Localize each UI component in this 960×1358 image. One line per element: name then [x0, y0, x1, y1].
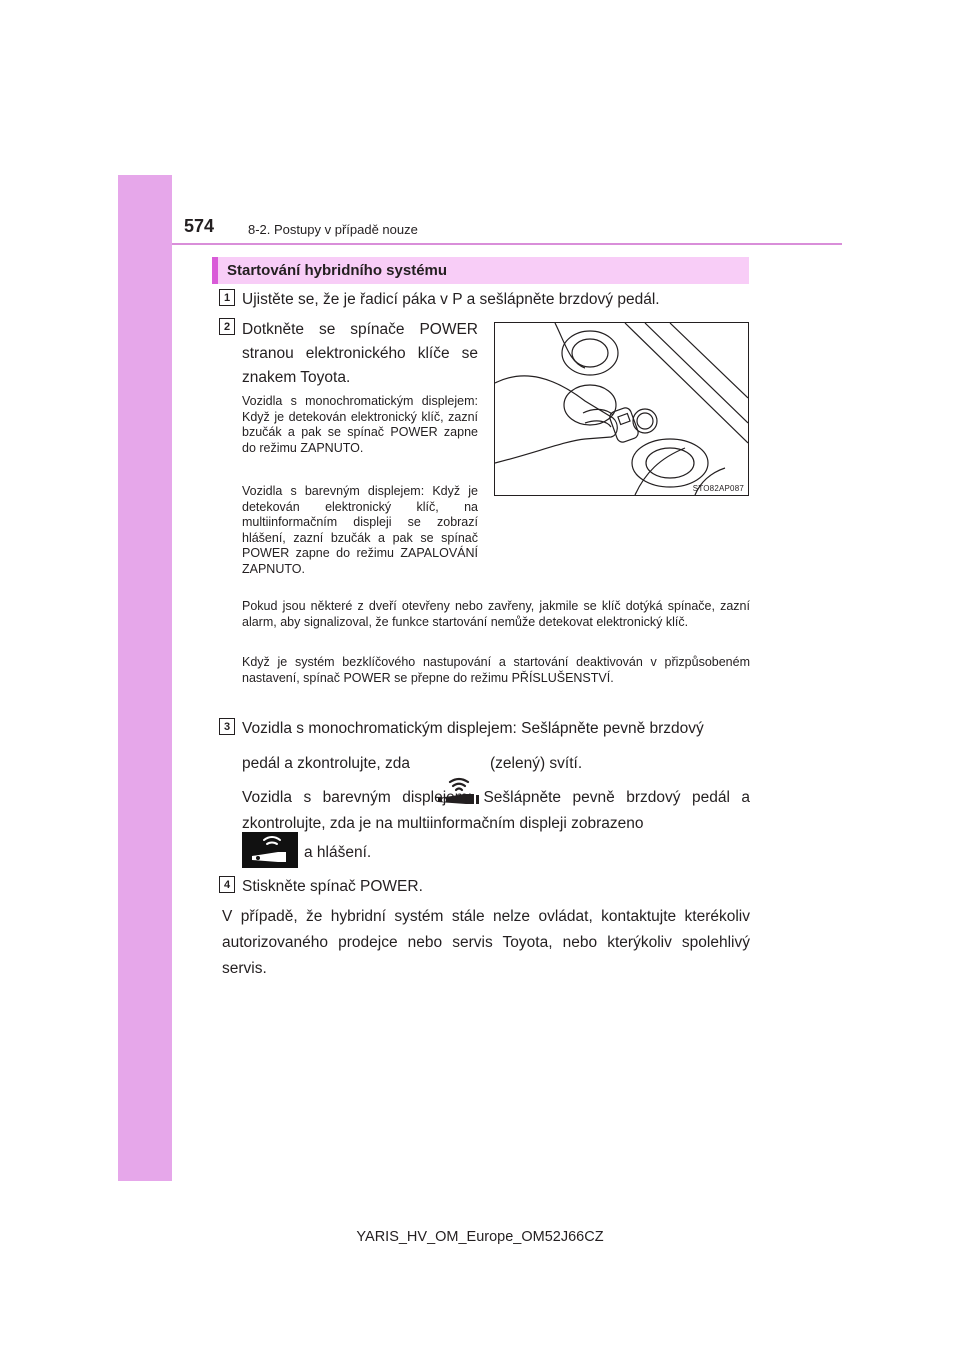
- document-footer: YARIS_HV_OM_Europe_OM52J66CZ: [356, 1229, 604, 1245]
- section-heading-text: Startování hybridního systému: [227, 262, 448, 279]
- note-keyless-disabled: Když je systém bezklíčového nastupování a startování deaktivován v přizpůsobeném nastavení, spínač POWER se přepne do režimu PŘÍSLUŠENSTVÍ.: [242, 655, 750, 685]
- page-number: 574: [184, 216, 215, 236]
- hand-key-illustration: [495, 323, 748, 495]
- step-3-text-color: Vozidla s barevným displejem: Sešlápněte pevně brzdový pedál a zkontrolujte, zda je na multiinformačním displeji zobrazeno: [242, 789, 750, 832]
- figure-code: STO82AP087: [692, 484, 744, 493]
- step-1-text: Ujistěte se, že je řadicí páka v P a sešlápněte brzdový pedál.: [242, 291, 660, 308]
- step-2-text: Dotkněte se spínače POWER stranou elektronického klíče se znakem Toyota.: [242, 321, 478, 386]
- note-mono-display: Vozidla s monochromatickým displejem: Když je detekován elektronický klíč, zazní bzučák a pak se spínač POWER zapne do režimu ZAPNUTO.: [242, 394, 478, 455]
- step-3-message-text: a hlášení.: [304, 844, 372, 861]
- side-color-tab: [118, 175, 172, 1181]
- section-heading: [212, 257, 749, 284]
- illustration-key-touch-power: [494, 322, 749, 496]
- header-divider: [172, 243, 842, 245]
- step-4-text: Stiskněte spínač POWER.: [242, 878, 423, 895]
- section-title: 8-2. Postupy v případě nouze: [248, 222, 418, 237]
- step-3-green-text: (zelený) svítí.: [490, 755, 583, 772]
- step-3-badge: 3: [219, 718, 235, 735]
- step-4-badge: 4: [219, 876, 235, 893]
- step-3-text-mono-cont: pedál a zkontrolujte, zda: [242, 755, 411, 772]
- step-3-text-mono: Vozidla s monochromatickým displejem: Sešlápněte pevně brzdový: [242, 720, 704, 737]
- note-doors-alarm: Pokud jsou některé z dveří otevřeny nebo zavřeny, jakmile se klíč dotýká spínače, zazní alarm, aby signalizoval, že funkce startování nemůže detekovat elektronický klíč.: [242, 599, 750, 629]
- step-1-badge: 1: [219, 289, 235, 306]
- closing-paragraph: V případě, že hybridní systém stále nelze ovládat, kontaktujte kterékoliv autorizovaného prodejce nebo servis Toyota, nebo kterýkoliv spolehlivý servis.: [222, 908, 750, 977]
- note-color-display: Vozidla s barevným displejem: Když je detekován elektronický klíč, na multiinformačním displeji se zobrazí hlášení, zazní bzučák a pak se spínač POWER zapne do režimu ZAPALOVÁNÍ ZAPNUTO.: [242, 484, 478, 576]
- step-2-badge: 2: [219, 318, 235, 335]
- color-display-key-icon: [242, 832, 298, 868]
